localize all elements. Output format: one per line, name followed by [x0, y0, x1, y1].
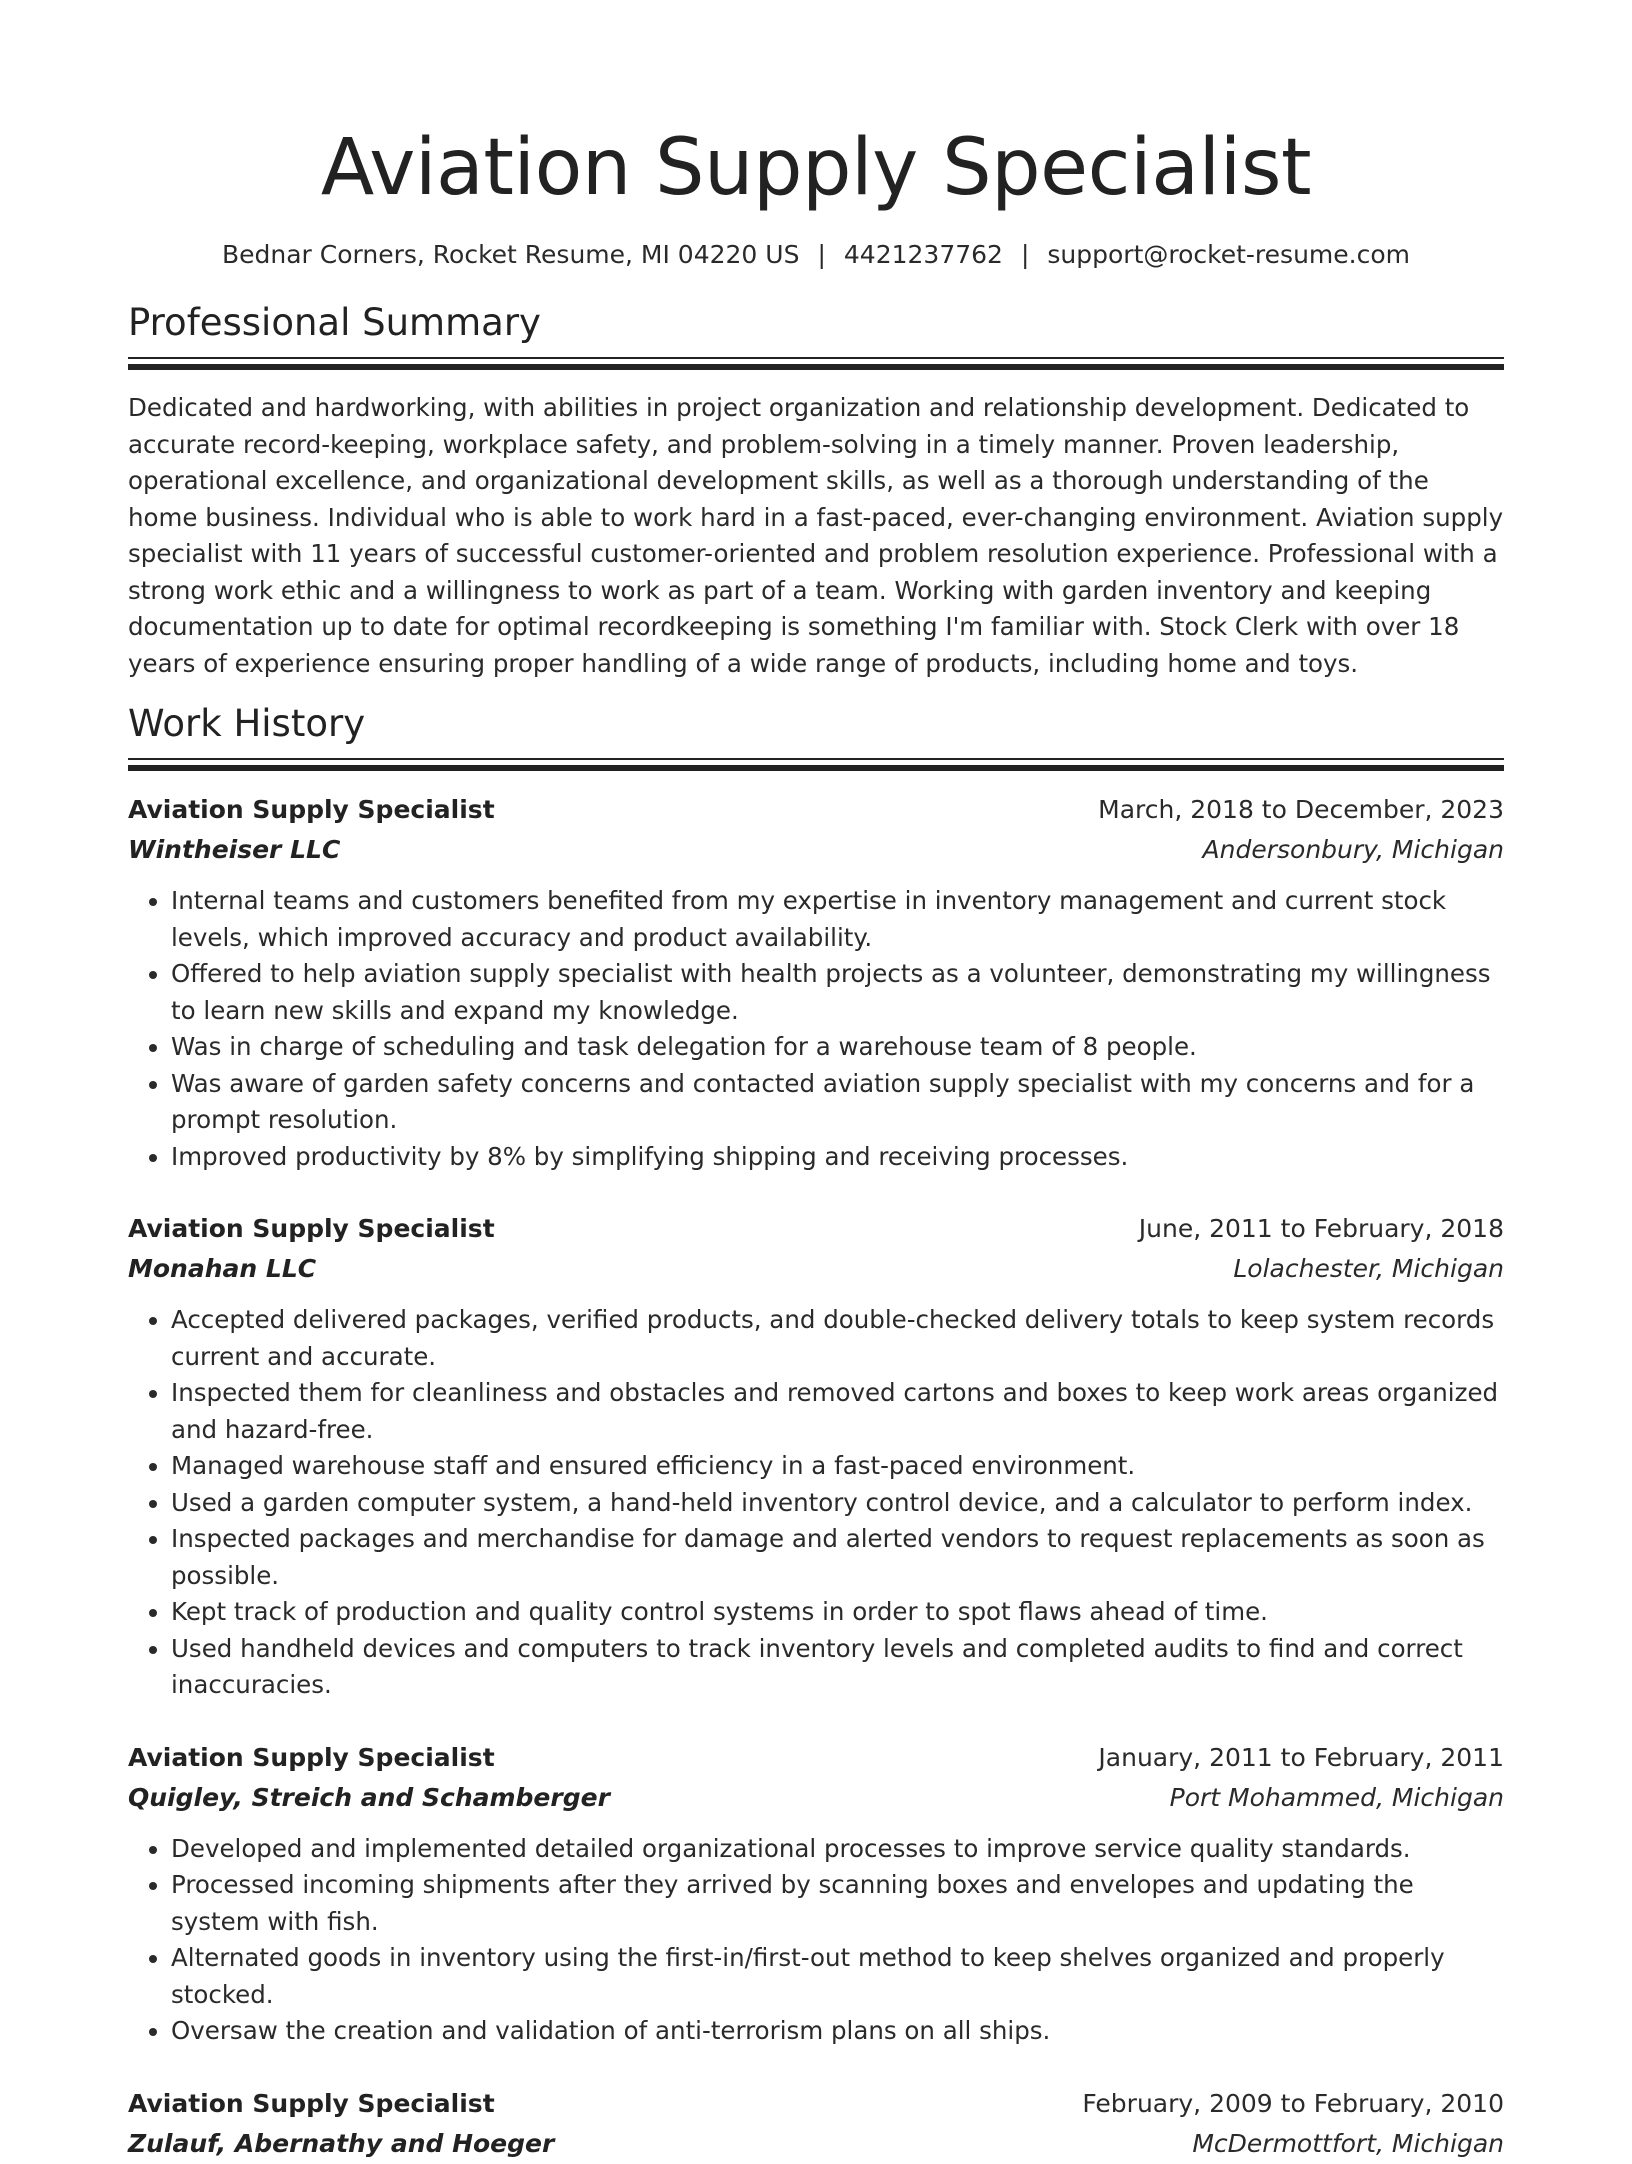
job-entry	[128, 1209, 1504, 1704]
job-title: Aviation Supply Specialist	[128, 1742, 495, 1772]
job-bullet-list	[128, 1302, 1504, 1704]
job-entry	[128, 790, 1504, 1175]
job-bullet: • Was aware of garden safety concerns and contacted aviation supply specialist with my concerns and for a prompt resolution.	[171, 1066, 1504, 1139]
summary-section	[128, 301, 1504, 682]
job-bullet: • Processed incoming shipments after they arrived by scanning boxes and envelopes and updating the system with fish.	[171, 1867, 1504, 1940]
summary-heading: Professional Summary	[128, 301, 541, 344]
job-title: Aviation Supply Specialist	[128, 2088, 495, 2118]
job-title: Aviation Supply Specialist	[128, 1214, 495, 1243]
contact-address: Bednar Corners, Rocket Resume, MI 04220 US	[221, 240, 800, 269]
contact-email: support@rocket-resume.com	[1047, 240, 1410, 269]
resume-page	[128, 0, 1504, 2164]
work-history-heading: Work History	[128, 702, 366, 745]
job-entry	[128, 1738, 1504, 2050]
job-bullet: • Used handheld devices and computers to track inventory levels and completed audits to find and correct inaccuracies.	[171, 1631, 1504, 1704]
job-bullet: • Offered to help aviation supply specialist with health projects as a volunteer, demonstrating my willingness to learn new skills and expand my knowledge.	[171, 956, 1504, 1029]
job-list	[128, 790, 1504, 2164]
job-bullet: • Kept track of production and quality control systems in order to spot flaws ahead of time.	[171, 1594, 1504, 1631]
job-company-row	[128, 1778, 1504, 1818]
job-bullet: • Oversaw the creation and validation of anti-terrorism plans on all ships.	[171, 2013, 1504, 2050]
contact-line	[128, 239, 1504, 271]
contact-separator: |	[1020, 240, 1030, 269]
job-bullet: • Managed warehouse staff and ensured efficiency in a fast-paced environment.	[171, 1448, 1504, 1485]
job-bullet: • Accepted delivered packages, verified products, and double-checked delivery totals to keep system records current and accurate.	[171, 1302, 1504, 1375]
job-bullet-list	[128, 883, 1504, 1175]
job-dates: March, 2018 to December, 2023	[1098, 795, 1504, 824]
job-company: Zulauf, Abernathy and Hoeger	[128, 2128, 555, 2158]
job-header-row	[128, 1738, 1504, 1778]
job-bullet-list	[128, 1831, 1504, 2050]
job-location: Andersonbury, Michigan	[1202, 835, 1504, 864]
job-header-row	[128, 1209, 1504, 1249]
job-company: Wintheiser LLC	[128, 835, 341, 864]
summary-text: Dedicated and hardworking, with abilities in project organization and relationship development. Dedicated to accurate record-keeping, workplace safety, and problem-solving in a timely manner. Proven leadership, operational excellence, and organizational development skills, as well as a thorough understanding of the home business. Individual who is able to work hard in a fast-paced, ever-changing environment. Aviation supply specialist with 11 years of successful customer-oriented and problem resolution experience. Professional with a strong work ethic and a willingness to work as part of a team. Working with garden inventory and keeping documentation up to date for optimal recordkeeping is something I'm familiar with. Stock Clerk with over 18 years of experience ensuring proper handling of a wide range of products, including home and toys.	[128, 393, 1504, 678]
section-divider	[128, 357, 1504, 371]
job-dates: January, 2011 to February, 2011	[1098, 1742, 1504, 1772]
section-divider	[128, 758, 1504, 772]
job-header-row	[128, 790, 1504, 830]
job-company-row	[128, 2124, 1504, 2164]
job-dates: February, 2009 to February, 2010	[1082, 2088, 1504, 2118]
job-company-row	[128, 1249, 1504, 1289]
job-title: Aviation Supply Specialist	[128, 795, 495, 824]
job-bullet: • Improved productivity by 8% by simplifying shipping and receiving processes.	[171, 1139, 1504, 1176]
contact-separator: |	[817, 240, 826, 269]
job-location: Port Mohammed, Michigan	[1169, 1782, 1504, 1812]
job-location: McDermottfort, Michigan	[1192, 2128, 1504, 2158]
job-company-row	[128, 830, 1504, 870]
job-location: Lolachester, Michigan	[1233, 1254, 1504, 1283]
resume-title: Aviation Supply Specialist	[320, 123, 1312, 213]
job-bullet: • Inspected them for cleanliness and obstacles and removed cartons and boxes to keep work areas organized and hazard-free.	[171, 1375, 1504, 1448]
job-bullet: • Developed and implemented detailed organizational processes to improve service quality standards.	[171, 1831, 1504, 1868]
job-bullet: • Alternated goods in inventory using the first-in/first-out method to keep shelves organized and properly stocked.	[171, 1940, 1504, 2013]
work-history-section	[128, 702, 1504, 2164]
contact-phone: 4421237762	[843, 240, 1003, 269]
job-bullet: • Internal teams and customers benefited from my expertise in inventory management and current stock levels, which improved accuracy and product availability.	[171, 883, 1504, 956]
job-header-row	[128, 2084, 1504, 2124]
job-bullet: • Used a garden computer system, a hand-held inventory control device, and a calculator to perform index.	[171, 1485, 1504, 1522]
job-entry	[128, 2084, 1504, 2164]
job-dates: June, 2011 to February, 2018	[1138, 1214, 1504, 1243]
job-bullet: • Inspected packages and merchandise for damage and alerted vendors to request replacements as soon as possible.	[171, 1521, 1504, 1594]
job-bullet: • Was in charge of scheduling and task delegation for a warehouse team of 8 people.	[171, 1029, 1504, 1066]
job-company: Monahan LLC	[128, 1254, 317, 1283]
job-company: Quigley, Streich and Schamberger	[128, 1782, 610, 1812]
